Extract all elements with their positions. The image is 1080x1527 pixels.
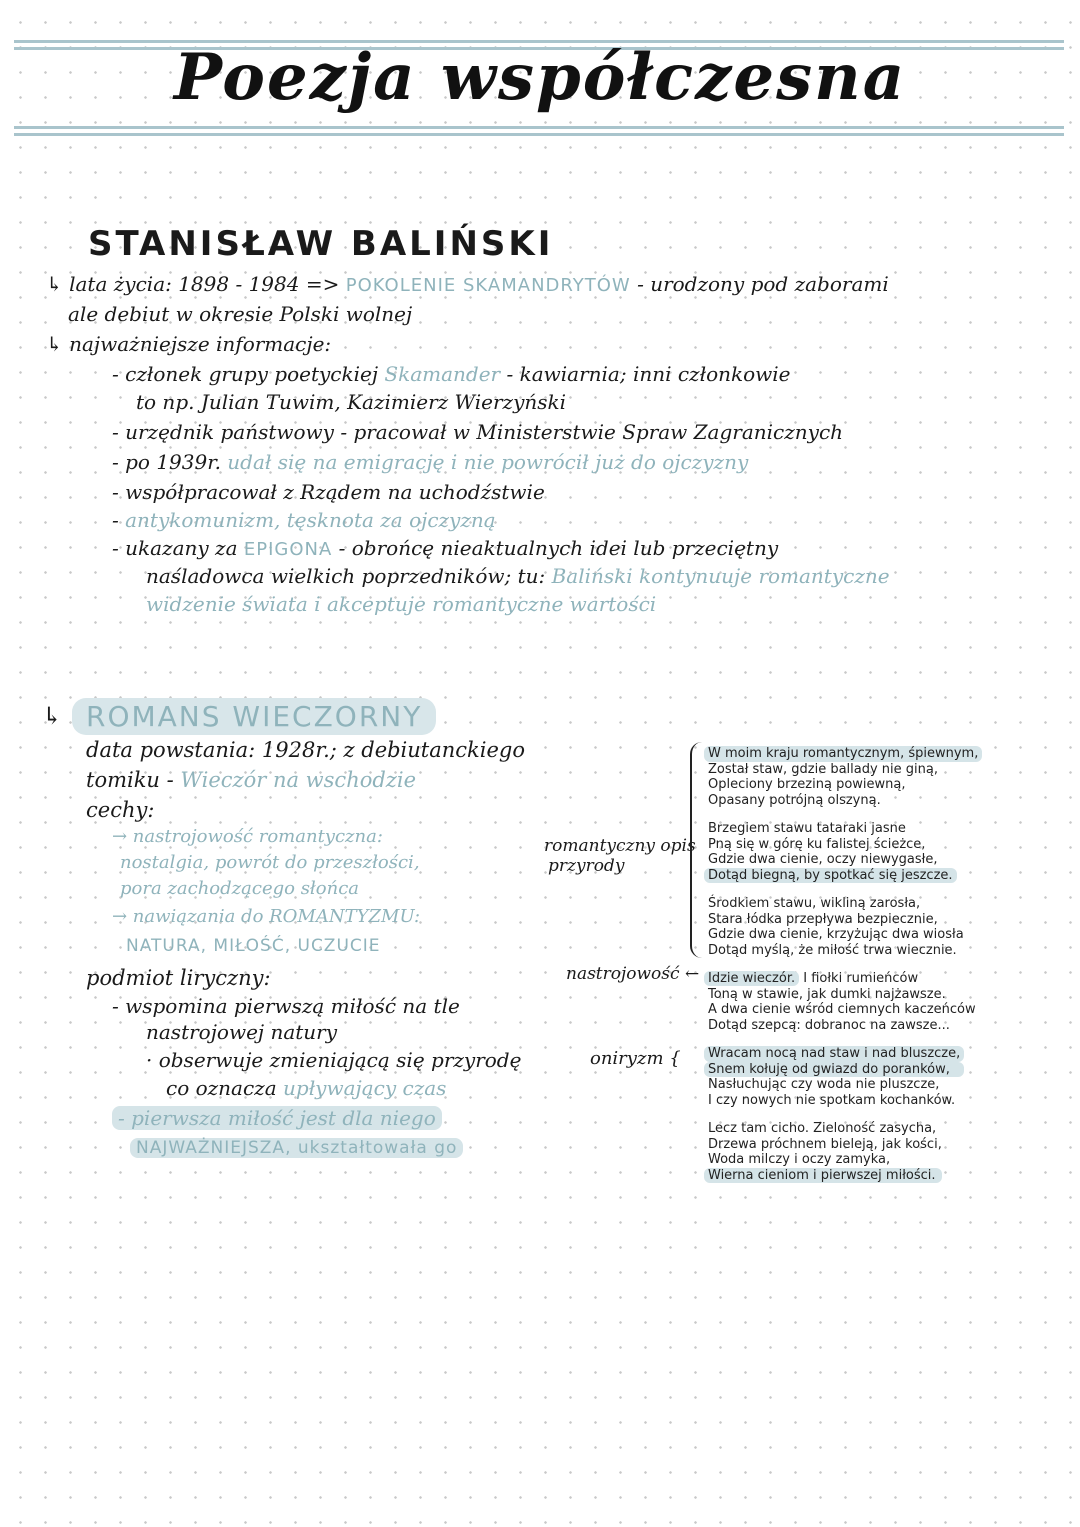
bio-text: - po 1939r. [112, 450, 228, 474]
podmiot-label: podmiot liryczny: [86, 966, 271, 990]
bio-line [112, 450, 748, 474]
tom-line [86, 768, 416, 792]
bio-line [68, 302, 412, 326]
bio-line [112, 362, 791, 386]
poem-line: Dotąd biegną, by spotkać się jeszcze. [704, 868, 957, 884]
poem-line: Opleciony brzeziną powiewną, [708, 777, 906, 792]
date-line: data powstania: 1928r.; z debiutanckiego [86, 738, 526, 762]
poem-stanza [708, 1121, 942, 1183]
poem-line: Dotąd myślą, że miłość trwa wiecznie. [708, 942, 957, 958]
side-note-romantic: przyrody [548, 856, 625, 876]
bio-accent: widzenie świata i akceptuje romantyczne wartości [146, 592, 657, 616]
poem-stanza [708, 971, 976, 1033]
side-note-romantic: romantyczny opis [544, 836, 696, 856]
header-rule-bottom-2 [14, 133, 1064, 136]
poem-line-rest: I fiołki rumieńców [799, 971, 919, 986]
bio-text: to np. Julian Tuwim, Kazimierz Wierzyński [136, 390, 567, 414]
poem-stanza [708, 821, 957, 883]
poem-line: Wierna cieniom i pierwszej miłości. [704, 1168, 942, 1184]
bio-line [112, 480, 545, 504]
section-title: ROMANS WIECZORNY [72, 698, 436, 735]
podmiot-accent: upływający czas [283, 1076, 447, 1100]
page-title: Poezja współczesna [173, 40, 907, 115]
bio-text: - członek grupy poetyckiej [112, 362, 385, 386]
bio-accent: Baliński kontynuuje romantyczne [551, 564, 890, 588]
poem-stanza [708, 896, 964, 958]
bio-text: - [112, 508, 126, 532]
bio-line [146, 564, 890, 588]
bio-text: ↳ najważniejsze informacje: [46, 332, 332, 356]
highlight-text: NAJWAŻNIEJSZA, ukształtowała go [130, 1138, 463, 1158]
poem-line: Toną w stawie, jak dumki najżawsze. [708, 986, 946, 1002]
poem-stanza [708, 746, 982, 808]
bio-line [112, 536, 778, 560]
poem-line: Gdzie dwa cienie, oczy niewygasłe, [708, 852, 938, 867]
bio-text: ale debiut w okresie Polski wolnej [68, 302, 413, 326]
section-arrow: ↳ [42, 702, 63, 730]
bio-text: ↳ lata życia: 1898 - 1984 => [46, 272, 346, 296]
cechy-item: nostalgia, powrót do przeszłości, [120, 852, 420, 873]
podmiot-item: nastrojowej natury [146, 1020, 338, 1044]
poem-line: Wracam nocą nad staw i nad bluszcze, [704, 1046, 964, 1062]
bio-accent: EPIGONA [243, 539, 333, 560]
poem-line [708, 971, 976, 987]
side-note-mood: nastrojowość ← [566, 964, 700, 984]
poem-line: Snem kołuję od gwiazd do poranków, [704, 1062, 964, 1078]
poem-line: A dwa cienie wśród ciemnych kaczeńców [708, 1002, 976, 1017]
poem-line: Nasłuchując czy woda nie pluszcze, [708, 1077, 940, 1092]
cechy-item: pora zachodzącego słońca [120, 878, 360, 899]
poem-line: Opasany potrójną olszyną. [708, 792, 881, 808]
bio-line [112, 420, 843, 444]
poem-brace [690, 742, 704, 958]
poem-line: Woda milczy i oczy zamyka, [708, 1152, 891, 1167]
tom-name: Wieczór na wschodzie [180, 768, 417, 792]
bio-text: naśladowca wielkich poprzedników; tu: [146, 564, 552, 588]
oniryzm-note: oniryzm { [590, 1048, 681, 1069]
tom-prefix: tomiku - [86, 768, 181, 792]
podmiot-item: · obserwuje zmieniającą się przyrodę [146, 1048, 522, 1072]
poem-stanza [708, 1046, 964, 1108]
podmiot-item [166, 1076, 446, 1100]
bio-text: - kawiarnia; inni członkowie [500, 362, 791, 386]
bio-text: - ukazany za [112, 536, 244, 560]
bio-accent: udał się na emigrację i nie powrócił już do ojczyzny [227, 450, 749, 474]
cechy-item: NATURA, MIŁOŚĆ, UCZUCIE [126, 936, 381, 956]
bio-text: - obrońcę nieaktualnych idei lub przeciętny [332, 536, 779, 560]
bio-accent: Skamander [384, 362, 501, 386]
poem-line: W moim kraju romantycznym, śpiewnym, [704, 746, 982, 762]
poem-line: Został staw, gdzie ballady nie giną, [708, 761, 938, 777]
poem-line: Brzegiem stawu tataraki jasne [708, 821, 906, 836]
podmiot-item [130, 1138, 463, 1158]
bio-accent: POKOLENIE SKAMANDRYTÓW [345, 275, 631, 296]
poem-line: Pną się w górę ku falistej ścieżce, [708, 836, 926, 852]
highlight-text: - pierwsza miłość jest dla niego [112, 1106, 442, 1130]
bio-text: - współpracował z Rządem na uchodźstwie [112, 480, 545, 504]
poem-line: Lecz tam cicho. Zieloność zasycha, [708, 1121, 937, 1136]
podmiot-text: co oznacza [166, 1076, 284, 1100]
author-name: STANISŁAW BALIŃSKI [88, 224, 554, 264]
bio-accent: antykomunizm, tęsknota za ojczyzną [125, 508, 496, 532]
podmiot-item [112, 1106, 442, 1130]
bio-text: - urodzony pod zaborami [630, 272, 889, 296]
bio-line [46, 332, 331, 356]
bio-line [112, 508, 496, 532]
poem-line: Drzewa próchnem bieleją, jak kości, [708, 1136, 942, 1152]
cechy-label: cechy: [86, 798, 155, 822]
cechy-item: → nawiązania do ROMANTYZMU: [112, 906, 421, 927]
bio-line [136, 390, 566, 414]
bio-line [146, 592, 656, 616]
header-rule-bottom-1 [14, 126, 1064, 129]
cechy-item: → nastrojowość romantyczna: [112, 826, 383, 847]
poem-line: Dotąd szepcą: dobranoc na zawsze... [708, 1017, 950, 1033]
poem-highlight: Idzie wieczór. [704, 971, 799, 986]
poem-line: Stara łódka przepływa bezpiecznie, [708, 911, 938, 927]
bio-line [46, 272, 889, 296]
podmiot-item: - wspomina pierwszą miłość na tle [112, 994, 460, 1018]
bio-text: - urzędnik państwowy - pracował w Ministerstwie Spraw Zagranicznych [112, 420, 844, 444]
poem-line: Gdzie dwa cienie, krzyżując dwa wiosła [708, 927, 964, 942]
poem-line: I czy nowych nie spotkam kochanków. [708, 1092, 956, 1108]
poem-line: Środkiem stawu, wikliną zarosła, [708, 896, 921, 911]
